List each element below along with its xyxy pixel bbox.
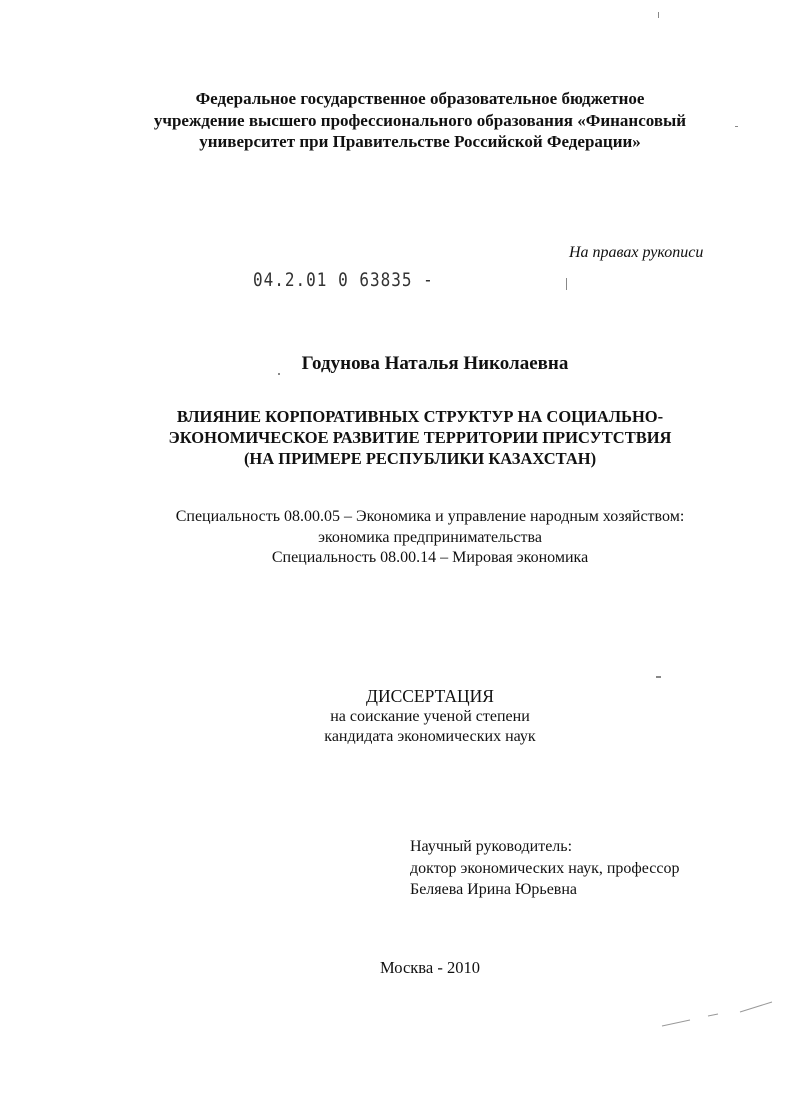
institution-line: учреждение высшего профессионального образования «Финансовый <box>153 110 687 130</box>
author-name: Годунова Наталья Николаевна <box>301 353 569 374</box>
degree-block <box>230 686 630 748</box>
scan-speck <box>278 373 280 375</box>
scan-speck <box>658 12 659 18</box>
title-line: ЭКОНОМИЧЕСКОЕ РАЗВИТИЕ ТЕРРИТОРИИ ПРИСУТСТВИЯ <box>168 428 672 447</box>
advisor-label: Научный руководитель: <box>410 838 573 855</box>
city-year: Москва - 2010 <box>380 958 480 977</box>
advisor-degree: доктор экономических наук, профессор <box>410 859 680 877</box>
document-type: ДИССЕРТАЦИЯ <box>366 686 494 706</box>
institution-line: Федеральное государственное образовательное бюджетное <box>195 89 645 108</box>
advisor-block <box>410 836 680 901</box>
scan-speck <box>735 126 738 127</box>
degree-line: на соискание ученой степени <box>330 707 530 725</box>
scan-stroke <box>660 1000 780 1030</box>
dissertation-title <box>100 406 740 469</box>
scan-speck <box>656 676 661 678</box>
manuscript-rights-note: На правах рукописи <box>569 244 704 261</box>
institution-line: университет при Правительстве Российской Федерации» <box>199 132 641 151</box>
specialty-line: Специальность 08.00.05 – Экономика и управление народным хозяйством: <box>175 508 685 525</box>
institution-name <box>100 88 740 153</box>
degree-line: кандидата экономических наук <box>324 728 536 745</box>
scan-speck <box>566 278 567 290</box>
title-line: ВЛИЯНИЕ КОРПОРАТИВНЫХ СТРУКТУР НА СОЦИАЛЬНО- <box>176 407 664 426</box>
specialty-block <box>100 507 760 569</box>
specialty-line: Специальность 08.00.14 – Мировая экономика <box>271 549 589 566</box>
registration-number-stamp: 04.2.01 0 63835 - <box>253 268 434 291</box>
specialty-line: экономика предпринимательства <box>318 528 542 546</box>
advisor-name: Беляева Ирина Юрьевна <box>410 881 578 898</box>
title-line: (НА ПРИМЕРЕ РЕСПУБЛИКИ КАЗАХСТАН) <box>243 449 597 468</box>
